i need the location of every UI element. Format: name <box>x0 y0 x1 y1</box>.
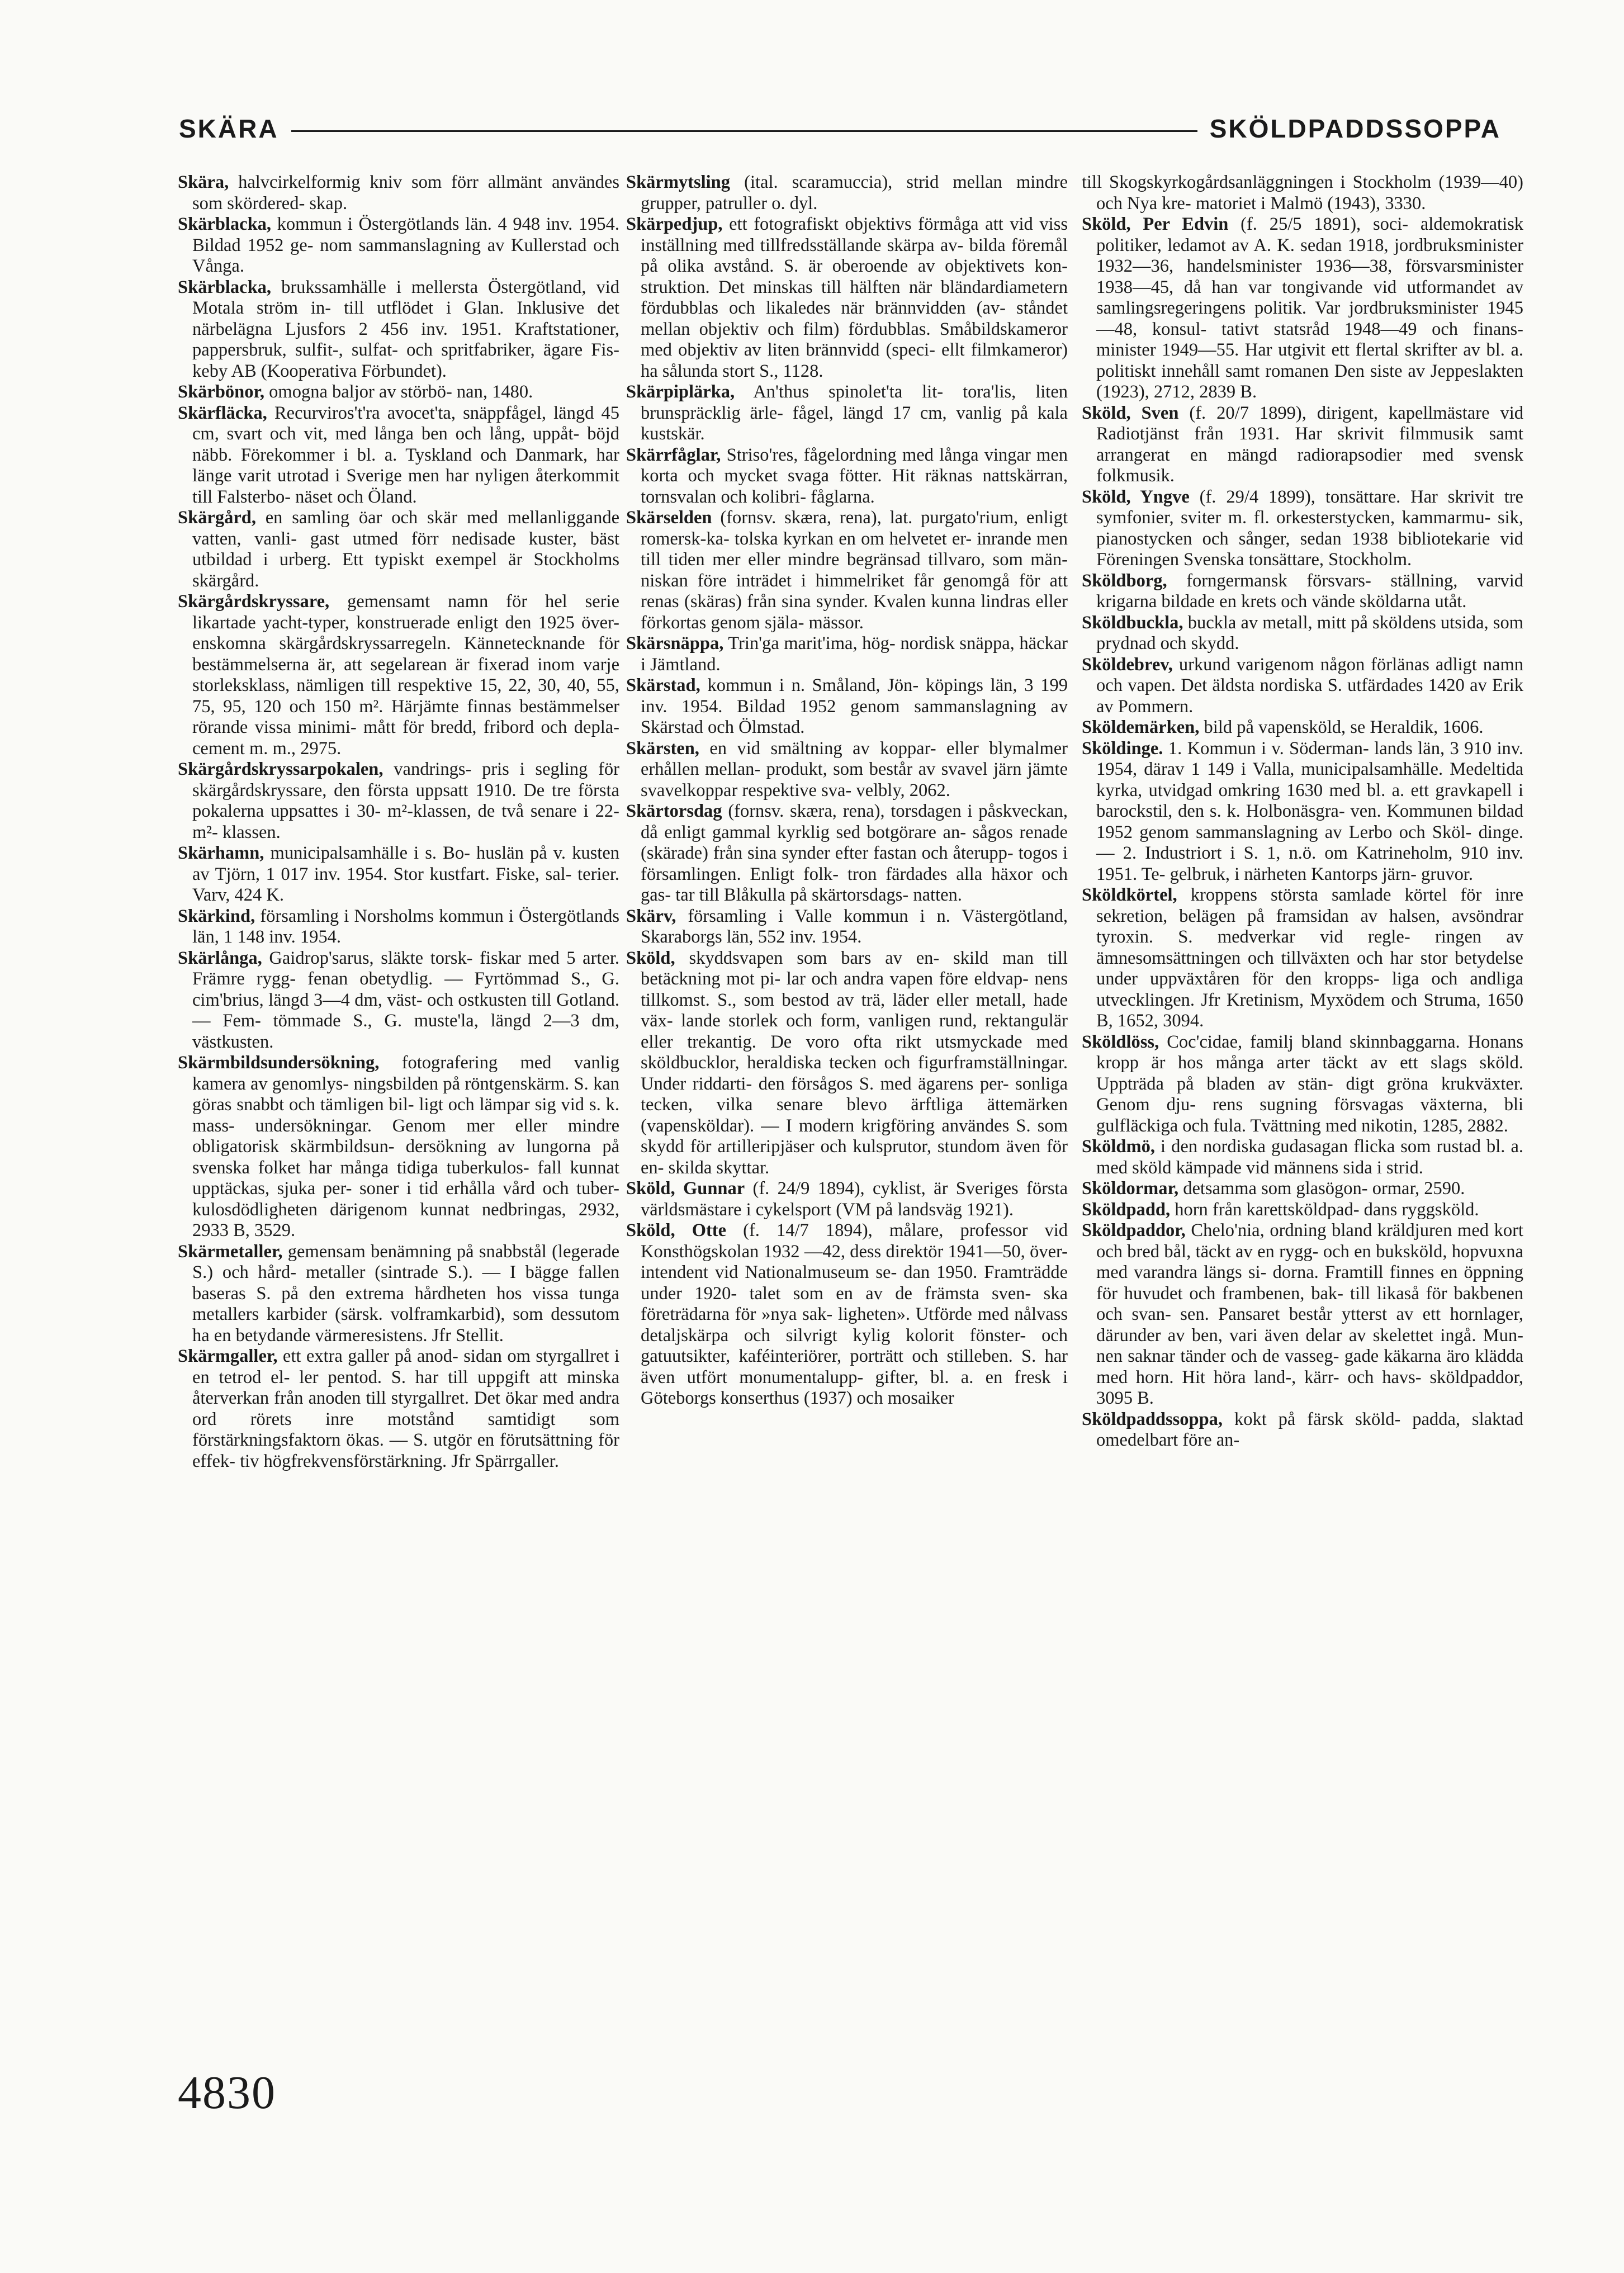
entry-text: Gaidrop'sarus, släkte torsk- fiskar med 5 arter. Främre rygg- fenan obetydlig. — Fyrtömmad S., G. cim'brius, längd 3—4 dm, väst- och ostkusten till Gotland. — Fem- tömmade S., G. muste'la, längd 2—3 dm, västkusten. <box>192 948 619 1052</box>
dictionary-entry <box>1082 738 1523 885</box>
entry-headword: Skärstad, <box>626 675 700 695</box>
entry-text: omogna baljor av störbö- nan, 1480. <box>264 382 533 402</box>
entry-headword: Skärgårdskryssarpokalen, <box>178 759 383 779</box>
dictionary-entry <box>626 633 1068 675</box>
entry-headword: Skärmytsling <box>626 172 731 192</box>
dictionary-entry <box>626 906 1068 948</box>
entry-headword: Sköldpaddor, <box>1082 1220 1186 1240</box>
entry-text: (fornsv. skæra, rena), lat. purgato'rium, enligt romersk-ka- tolska kyrkan en om helvetet er- inrande men till tiden mer eller mindre begränsad tillvaro, som män- niskan före inträdet i himmelriket får genomgå för att renas (skäras) från sina synder. Kvalen kunna lindras eller förkortas genom själa- mässor. <box>641 508 1068 633</box>
dictionary-entry <box>178 1346 619 1472</box>
dictionary-entry <box>178 843 619 906</box>
entry-headword: Skärv, <box>626 906 676 926</box>
entry-headword: Skärmetaller, <box>178 1241 283 1262</box>
entry-headword: Skärrfåglar, <box>626 444 721 465</box>
entry-headword: Sköldinge. <box>1082 738 1163 759</box>
page-number: 4830 <box>178 2067 276 2119</box>
entry-headword: Skärpedjup, <box>626 214 723 234</box>
entry-headword: Sköldpaddssoppa, <box>1082 1409 1223 1429</box>
entry-text: halvcirkelformig kniv som förr allmänt användes som skördered- skap. <box>192 172 619 214</box>
dictionary-entry <box>178 591 619 759</box>
entry-text: vandrings- pris i segling för skärgårdskryssare, den första uppsatt 1910. De tre första pokalerna uppsattes i 30- m²-klassen, de två senare i 22-m²- klassen. <box>192 759 619 842</box>
dictionary-entry <box>1082 1409 1523 1451</box>
entry-headword: Sköldpadd, <box>1082 1199 1171 1220</box>
dictionary-entry <box>626 1220 1068 1409</box>
dictionary-entry <box>1082 1200 1523 1221</box>
entry-headword: Skärsten, <box>626 738 699 759</box>
dictionary-entry <box>1082 885 1523 1032</box>
entry-text: kommun i Östergötlands län. 4 948 inv. 1954. Bildad 1952 ge- nom sammanslagning av Kullerstad och Vånga. <box>192 214 619 276</box>
running-header <box>179 109 1501 148</box>
entry-headword: Skärselden <box>626 508 712 528</box>
dictionary-entry <box>1082 655 1523 718</box>
entry-headword: Sköldborg, <box>1082 570 1167 591</box>
entry-headword: Skärkind, <box>178 906 255 926</box>
entry-text: församling i Norsholms kommun i Östergötlands län, 1 148 inv. 1954. <box>192 906 619 947</box>
entry-headword: Skärtorsdag <box>626 801 722 821</box>
dictionary-entry <box>626 738 1068 802</box>
dictionary-entry <box>626 445 1068 508</box>
dictionary-entry <box>178 948 619 1053</box>
text-column-1 <box>178 172 619 1472</box>
entry-headword: Skärmbildsundersökning, <box>178 1053 380 1073</box>
entry-headword: Skärblacka, <box>178 277 272 297</box>
entry-text: (ital. scaramuccia), strid mellan mindre grupper, patruller o. dyl. <box>641 172 1068 214</box>
dictionary-entry <box>178 403 619 508</box>
entry-text: Recurviros't'ra avocet'ta, snäppfågel, längd 45 cm, svart och vit, med långa ben och lång, uppåt- böjd näbb. Förekommer i bl. a. Tyskland och Danmark, har länge varit utrotad i Sverige men har nyligen återkommit till Falsterbo- näset och Öland. <box>192 402 619 507</box>
entry-text: buckla av metall, mitt på sköldens utsida, som prydnad och skydd. <box>1096 612 1523 654</box>
entry-text: Chelo'nia, ordning bland kräldjuren med kort och bred bål, täckt av en rygg- och en buksköld, hopvuxna med varandra längs si- dorna. Framtill finnes en öppning för huvudet och frambenen, bak- till likaså för bakbenen och svan- sen. Pansaret består ytterst av ett hornlager, därunder av ben, vari även delar av skelettet ingå. Mun- nen saknar tänder och de vasseg- gade käkarna äro klädda med horn. Hit höra land-, kärr- och havs- sköldpaddor, 3095 B. <box>1096 1220 1523 1408</box>
dictionary-entry <box>626 801 1068 906</box>
dictionary-entry <box>1082 403 1523 487</box>
dictionary-entry <box>626 508 1068 633</box>
entry-headword: Sköldormar, <box>1082 1178 1179 1199</box>
dictionary-entry <box>1082 717 1523 738</box>
entry-headword: Skära, <box>178 172 229 192</box>
dictionary-entry <box>178 759 619 843</box>
dictionary-entry <box>178 277 619 382</box>
entry-headword: Sköld, Sven <box>1082 402 1179 423</box>
dictionary-entry <box>626 1178 1068 1220</box>
dictionary-entry <box>178 1053 619 1242</box>
entry-headword: Skärbönor, <box>178 382 265 402</box>
header-right-guideword: SKÖLDPADDSSOPPA <box>1209 114 1501 143</box>
entry-text: kommun i n. Småland, Jön- köpings län, 3 199 inv. 1954. Bildad 1952 genom sammanslagning av Skärstad och Ölmstad. <box>641 675 1068 737</box>
entry-text: brukssamhälle i mellersta Östergötland, vid Motala ström in- till utflödet i Glan. Inklusive det närbelägna Ljusfors 2 456 inv. 1951. Kraftstationer, pappersbruk, sulfit-, sulfat- och spritfabriker, ägare Fis- keby AB (Kooperativa Förbundet). <box>192 277 619 381</box>
entry-text: (f. 25/5 1891), soci- aldemokratisk politiker, ledamot av A. K. sedan 1918, jordbruksminister 1932—36, handelsminister 1936—38, försvarsminister 1938—45, då han var tongivande vid utformandet av samlingsregeringens politik. Var jordbruksminister 1945—48, konsul- tativt statsråd 1948—49 och finans- minister 1949—55. Har utgivit ett flertal skrifter av bl. a. politiskt innehåll samt romanen Den siste av Jeppeslakten (1923), 2712, 2839 B. <box>1096 214 1523 402</box>
dictionary-entry <box>1082 214 1523 403</box>
entry-text: fotografering med vanlig kamera av genomlys- ningsbilden på röntgenskärm. S. kan göras snabbt och tämligen bil- ligt och lämpar sig vid s. k. mass- undersökningar. Genom mer eller mindre obligatorisk skärmbildsun- dersökning av lungorna på svenska folket har många tidiga tuberkulos- fall kunnat upptäckas, sjuka per- soner i tid erhålla vård och tuber- kulosdödligheten därigenom kunnat nedbringas, 2932, 2933 B, 3529. <box>192 1053 619 1240</box>
entry-text: horn från karettsköldpad- dans ryggsköld. <box>1170 1199 1479 1220</box>
dictionary-entry <box>1082 1220 1523 1409</box>
entry-headword: Skärgård, <box>178 508 256 528</box>
entry-text: kroppens största samlade körtel för inre sekretion, belägen på framsidan av halsen, avsöndrar tyroxin. S. medverkar vid regle- ringen av ämnesomsättningen och tillväxten och har stor betydelse under uppväxtåren för den kropps- liga och andliga utvecklingen. Jfr Kretinism, Myxödem och Struma, 1650 B, 1652, 3094. <box>1096 885 1523 1031</box>
entry-text: ett extra galler på anod- sidan om styrgallret i en tetrod el- ler pentod. S. har till uppgift att minska återverkan från anoden till styrgallret. Det ökar med andra ord rörets inre motstånd samtidigt som förstärkningsfaktorn ökas. — S. utgör en förutsättning för effek- tiv högfrekvensförstärkning. Jfr Spärrgaller. <box>192 1346 619 1471</box>
entry-headword: Sköldbuckla, <box>1082 612 1183 633</box>
dictionary-entry <box>626 948 1068 1179</box>
dictionary-entry <box>1082 172 1523 214</box>
entry-text: 1. Kommun i v. Söderman- lands län, 3 910 inv. 1954, därav 1 149 i Valla, municipalsamhälle. Medeltida kyrka, utvidgad omkring 1630 med bl. a. ett gravkapell i barockstil, den s. k. Holbonäsgra- ven. Kommunen bildad 1952 genom sammanslagning av Lerbo och Sköl- dinge. — 2. Industriort i S. 1, n.ö. om Katrineholm, 910 inv. 1951. Te- gelbruk, i närheten Kantorps järn- gruvor. <box>1096 738 1523 884</box>
entry-text: (f. 29/4 1899), tonsättare. Har skrivit tre symfonier, sviter m. fl. orkesterstycken, kammarmu- sik, pianostycken och sånger, sedan 1938 bibliotekarie vid Föreningen Svenska tonsättare, Stockholm. <box>1096 486 1523 570</box>
header-left-guideword: SKÄRA <box>179 114 279 143</box>
entry-text: Coc'cidae, familj bland skinnbaggarna. Honans kropp är hos många arter täckt av ett slags sköld. Uppträda på bladen av stän- digt gröna krukväxter. Genom dju- rens sugning försvagas växterna, bli gulfläckiga och fula. Tvättning med nikotin, 1285, 2882. <box>1096 1031 1523 1136</box>
entry-text: en vid smältning av koppar- eller blymalmer erhållen mellan- produkt, som består av svavel järn jämte svavelkoppar respektive sva- velbly, 2062. <box>641 738 1068 801</box>
entry-text: församling i Valle kommun i n. Västergötland, Skaraborgs län, 552 inv. 1954. <box>641 906 1068 947</box>
entry-text: municipalsamhälle i s. Bo- huslän på v. kusten av Tjörn, 1 017 inv. 1954. Stor kustfart. Fiske, sal- terier. Varv, 424 K. <box>192 843 619 905</box>
entry-text: skyddsvapen som bars av en- skild man till betäckning mot pi- lar och andra vapen före eldvap- nens tillkomst. S., som bestod av trä, läder eller metall, hade väx- lande storlek och form, vanligen rund, rektangulär eller trekantig. De voro ofta rikt utsmyckade med sköldbucklor, heraldiska tecken och figurframställningar. Under riddarti- den försågos S. med ägarens per- sonliga tecken, vilka senare blevo ärftliga ättemärken (vapensköldar). — I modern krigföring användes S. som skydd för artilleripjäser och kulsprutor, stundom även för en- skilda skyttar. <box>641 948 1068 1178</box>
entry-headword: Skärpiplärka, <box>626 382 735 402</box>
entry-headword: Skärgårdskryssare, <box>178 591 330 612</box>
entry-headword: Sköld, Per Edvin <box>1082 214 1229 234</box>
entry-headword: Sköld, Otte <box>626 1220 727 1240</box>
entry-text: gemensam benämning på snabbstål (legerade S.) och hård- metaller (sintrade S.). — I bägge fallen baseras S. på den extrema hårdheten hos vissa tunga metallers karbider (särsk. volframkarbid), som dessutom ha en betydande värmeresistens. Jfr Stellit. <box>192 1241 619 1346</box>
entry-headword: Skärhamn, <box>178 843 264 863</box>
dictionary-entry <box>178 382 619 403</box>
dictionary-entry <box>626 675 1068 738</box>
dictionary-entry <box>178 508 619 591</box>
entry-text: detsamma som glasögon- ormar, 2590. <box>1178 1178 1465 1199</box>
entry-text: Trin'ga marit'ima, hög- nordisk snäppa, häckar i Jämtland. <box>641 633 1068 675</box>
entry-headword: Sköldmö, <box>1082 1136 1155 1157</box>
entry-text: gemensamt namn för hel serie likartade yacht-typer, konstruerade enligt den 1925 över- enskomna skärgårdskryssarregeln. Kännetecknande för bestämmelserna är, att segelarean är fixerad inom varje storleksklass, nämligen till respektive 15, 22, 30, 40, 55, 75, 95, 120 och 150 m². Härjämte finnas bestämmelser rörande vissa minimi- mått för bredd, fribord och depla- cement m. m., 2975. <box>192 591 619 759</box>
dictionary-entry <box>1082 1178 1523 1200</box>
text-column-2 <box>626 172 1068 1409</box>
dictionary-entry <box>1082 571 1523 613</box>
entry-text: (f. 14/7 1894), målare, professor vid Konsthögskolan 1932 —42, dess direktör 1941—50, över- intendent vid Nationalmuseum se- dan 1950. Framträdde under 1920- talet som en av de främsta sven- ska företrädarna för »nya sak- ligheten». Utförde med nålvass detaljskärpa och silvrigt kylig kolorit fönster- och gatuutsikter, kaféinteriörer, porträtt och stilleben. S. har även utfört monumentalupp- gifter, bl. a. en fresk i Göteborgs konserthus (1937) och mosaiker <box>641 1220 1068 1408</box>
entry-headword: Sköld, Yngve <box>1082 486 1190 507</box>
entry-text: en samling öar och skär med mellanliggande vatten, vanli- gast utmed förr nedisade kuster, bäst utbildad i urberg. Ett typiskt exempel är Stockholms skärgård. <box>192 508 619 591</box>
dictionary-entry <box>178 172 619 214</box>
entry-headword: Sköld, Gunnar <box>626 1178 745 1199</box>
dictionary-entry <box>1082 1136 1523 1178</box>
entry-text: kokt på färsk sköld- padda, slaktad omedelbart före an- <box>1096 1409 1523 1450</box>
dictionary-entry <box>1082 487 1523 571</box>
entry-headword: Sköldkörtel, <box>1082 885 1177 905</box>
text-column-3 <box>1082 172 1523 1451</box>
entry-headword: Skärblacka, <box>178 214 272 234</box>
entry-text: till Skogskyrkogårdsanläggningen i Stockholm (1939—40) och Nya kre- matoriet i Malmö (1943), 3330. <box>1082 172 1523 214</box>
entry-text: forngermansk försvars- ställning, varvid krigarna bildade en krets och vände sköldarna utåt. <box>1096 570 1523 612</box>
dictionary-entry <box>178 906 619 948</box>
dictionary-entry <box>178 1242 619 1347</box>
entry-text: urkund varigenom någon förlänas adligt namn och vapen. Det äldsta nordiska S. utfärdades 1420 av Erik av Pommern. <box>1096 654 1523 717</box>
dictionary-entry <box>178 214 619 277</box>
entry-headword: Skärfläcka, <box>178 402 267 423</box>
entry-headword: Sköldebrev, <box>1082 654 1173 675</box>
entry-text: Striso'res, fågelordning med långa vingar men korta och mycket svaga fötter. Hit räknas nattskärran, tornsvalan och kolibri- fåglarna. <box>641 444 1068 507</box>
dictionary-entry <box>626 172 1068 214</box>
entry-text: ett fotografiskt objektivs förmåga att vid viss inställning med tillfredsställande skärpa av- bilda föremål på olika avstånd. S. är oberoende av objektivets kon- struktion. Det minskas till hälften när bländardiametern fördubblas och likaledes när brännvidden (av- ståndet mellan objektiv och film) fördubblas. Småbildskameror med objektiv av liten brännvidd (speci- ellt filmkameror) ha sålunda stort S., 1128. <box>641 214 1068 381</box>
entry-text: i den nordiska gudasagan flicka som rustad bl. a. med sköld kämpade vid männens sida i strid. <box>1096 1136 1523 1178</box>
entry-headword: Sköldemärken, <box>1082 717 1200 737</box>
entry-headword: Skärlånga, <box>178 948 262 968</box>
header-rule <box>291 130 1197 132</box>
entry-text: (f. 20/7 1899), dirigent, kapellmästare vid Radiotjänst från 1931. Har skrivit filmmusik samt arrangerat en mängd radiorapsodier med svensk folkmusik. <box>1096 402 1523 486</box>
entry-text: (fornsv. skæra, rena), torsdagen i påskveckan, då enligt gammal kyrklig sed botgörare an- sågos renade (skärade) från sina synder efter fastan och återupp- togos i församlingen. Enligt folk- tron färdades alla häxor och gas- tar till Blåkulla på skärtorsdags- natten. <box>641 801 1068 905</box>
entry-text: (f. 24/9 1894), cyklist, är Sveriges första världsmästare i cykelsport (VM på landsväg 1921). <box>641 1178 1068 1220</box>
entry-text: bild på vapensköld, se Heraldik, 1606. <box>1199 717 1484 737</box>
entry-headword: Sköldlöss, <box>1082 1031 1159 1052</box>
dictionary-entry <box>1082 1032 1523 1137</box>
dictionary-entry <box>626 382 1068 445</box>
dictionary-entry <box>626 214 1068 382</box>
entry-text: An'thus spinolet'ta lit- tora'lis, liten brunspräcklig ärle- fågel, längd 17 cm, vanlig på kala kustskär. <box>641 382 1068 444</box>
entry-headword: Sköld, <box>626 948 675 968</box>
entry-headword: Skärsnäppa, <box>626 633 724 654</box>
dictionary-entry <box>1082 613 1523 655</box>
entry-headword: Skärmgaller, <box>178 1346 278 1366</box>
